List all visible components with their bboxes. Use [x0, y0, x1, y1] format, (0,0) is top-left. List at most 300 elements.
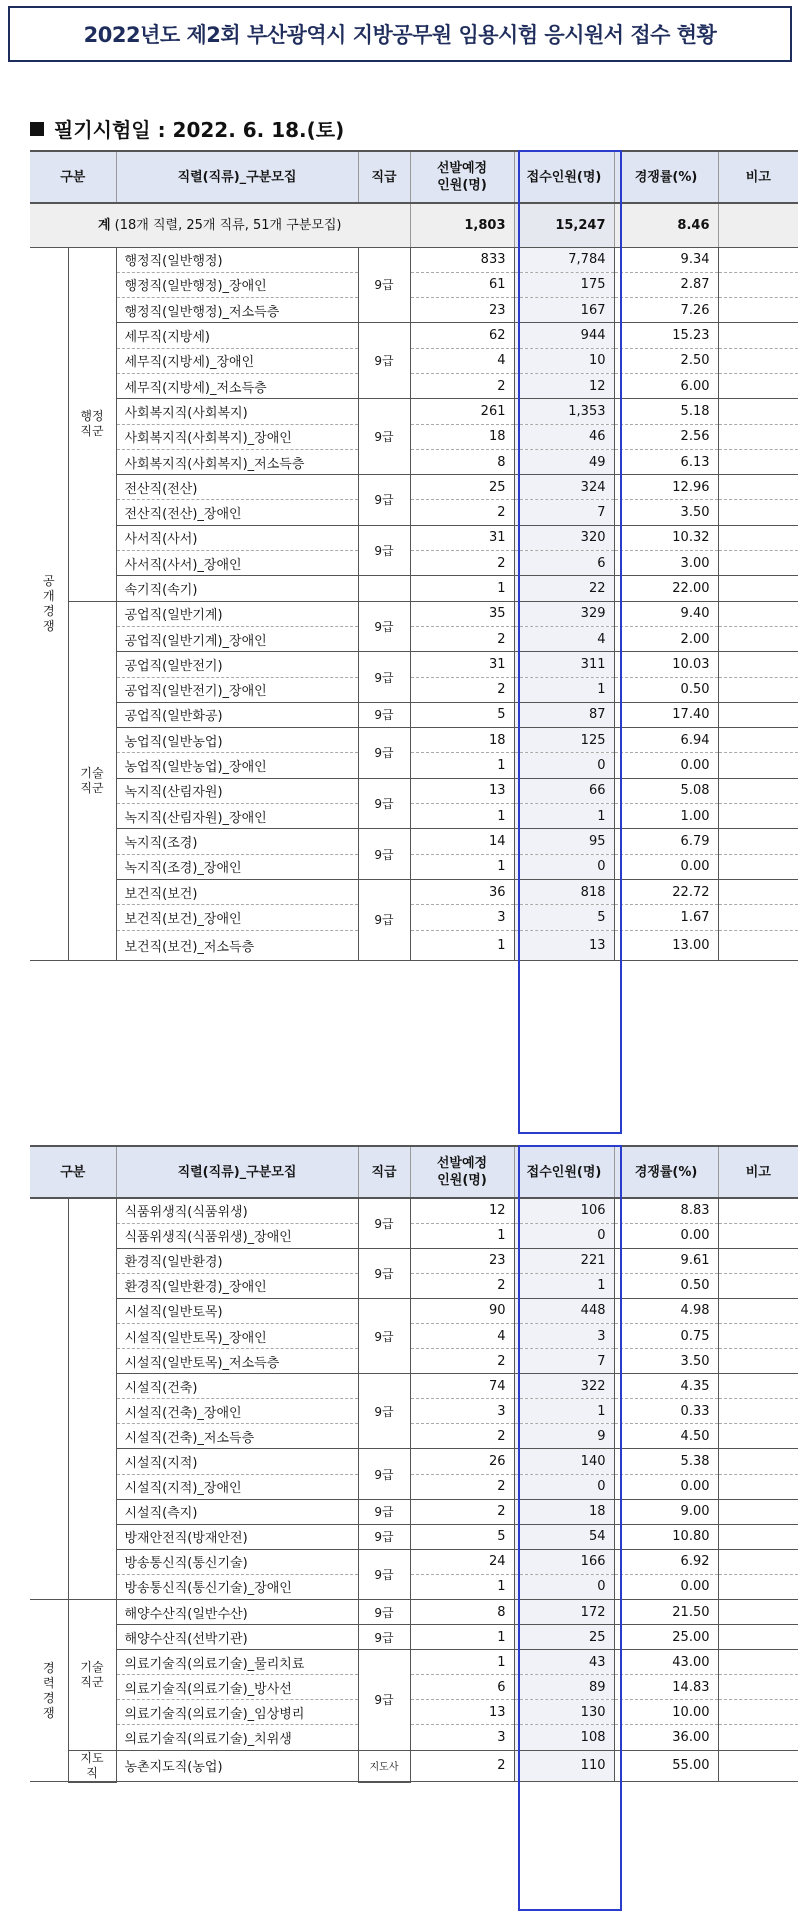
ratio-cell: 10.00	[614, 1700, 718, 1725]
table-row	[30, 500, 798, 525]
header-quota-line1: 선발예정	[436, 161, 488, 176]
position-name: 행정직(일반행정)	[116, 247, 358, 272]
ratio-cell: 3.50	[614, 1349, 718, 1374]
applicants-cell: 311	[514, 652, 614, 677]
grade-cell: 지도사	[358, 1750, 410, 1782]
applicants-cell: 1	[514, 1399, 614, 1424]
position-name: 녹지직(산림자원)_장애인	[116, 804, 358, 829]
grade-cell: 9급	[358, 1449, 410, 1499]
position-name: 공업직(일반기계)_장애인	[116, 626, 358, 651]
ratio-cell: 10.32	[614, 525, 718, 550]
grade-cell: 9급	[358, 1198, 410, 1248]
note-cell	[718, 1374, 798, 1399]
header-applicants: 접수인원(명)	[514, 151, 614, 203]
quota-cell: 1	[410, 1574, 514, 1599]
total-note	[718, 203, 798, 247]
applicants-cell: 0	[514, 1574, 614, 1599]
ratio-cell: 14.83	[614, 1675, 718, 1700]
grade-cell: 9급	[358, 1524, 410, 1549]
position-name: 세무직(지방세)	[116, 323, 358, 348]
quota-cell: 6	[410, 1675, 514, 1700]
position-name: 시설직(지적)	[116, 1449, 358, 1474]
ratio-cell: 1.00	[614, 804, 718, 829]
position-name: 녹지직(조경)	[116, 829, 358, 854]
position-name: 방송통신직(통신기술)_장애인	[116, 1574, 358, 1599]
ratio-cell: 2.56	[614, 424, 718, 449]
applicants-cell: 1	[514, 677, 614, 702]
note-cell	[718, 728, 798, 753]
position-name: 시설직(일반토목)_저소득층	[116, 1349, 358, 1374]
note-cell	[718, 1549, 798, 1574]
table-row	[30, 728, 798, 753]
group-label: 경력 경쟁	[30, 1600, 68, 1782]
grade-cell: 9급	[358, 525, 410, 576]
quota-cell: 1	[410, 753, 514, 778]
note-cell	[718, 399, 798, 424]
quota-cell: 8	[410, 449, 514, 474]
note-cell	[718, 373, 798, 398]
note-cell	[718, 930, 798, 960]
table-row	[30, 626, 798, 651]
table-row	[30, 323, 798, 348]
ratio-cell: 5.38	[614, 1449, 718, 1474]
position-name: 해양수산직(일반수산)	[116, 1600, 358, 1625]
note-cell	[718, 272, 798, 297]
total-label-rest: (18개 직렬, 25개 직류, 51개 구분모집)	[114, 217, 342, 233]
table-row	[30, 753, 798, 778]
applicants-cell: 944	[514, 323, 614, 348]
table-1-body	[30, 247, 798, 960]
table-row	[30, 1323, 798, 1348]
table-row	[30, 1650, 798, 1675]
position-name: 시설직(지적)_장애인	[116, 1474, 358, 1499]
square-bullet-icon	[30, 122, 44, 136]
ratio-cell: 6.13	[614, 449, 718, 474]
ratio-cell: 6.00	[614, 373, 718, 398]
quota-cell: 74	[410, 1374, 514, 1399]
header-note: 비고	[718, 151, 798, 203]
ratio-cell: 25.00	[614, 1625, 718, 1650]
table-1-header	[30, 151, 798, 247]
table-row	[30, 677, 798, 702]
position-name: 행정직(일반행정)_장애인	[116, 272, 358, 297]
note-cell	[718, 1273, 798, 1298]
note-cell	[718, 424, 798, 449]
position-name: 시설직(측지)	[116, 1499, 358, 1524]
position-name: 사회복지직(사회복지)	[116, 399, 358, 424]
total-label-bold: 계	[97, 217, 111, 233]
total-quota: 1,803	[410, 203, 514, 247]
grade-cell: 9급	[358, 1499, 410, 1524]
table-row	[30, 829, 798, 854]
quota-cell: 2	[410, 1424, 514, 1449]
applications-table-2	[30, 1145, 798, 1783]
note-cell	[718, 1198, 798, 1223]
applicants-cell: 4	[514, 626, 614, 651]
note-cell	[718, 702, 798, 727]
header-category: 구분	[30, 151, 116, 203]
table-row	[30, 247, 798, 272]
table-row	[30, 1273, 798, 1298]
table-row	[30, 1600, 798, 1625]
applicants-cell: 7	[514, 1349, 614, 1374]
quota-cell: 23	[410, 1248, 514, 1273]
subgroup-label: 행정 직군	[68, 247, 116, 601]
position-name: 행정직(일반행정)_저소득층	[116, 298, 358, 323]
header-ratio: 경쟁률(%)	[614, 151, 718, 203]
ratio-cell: 8.83	[614, 1198, 718, 1223]
note-cell	[718, 348, 798, 373]
table-row	[30, 1474, 798, 1499]
ratio-cell: 0.00	[614, 854, 718, 879]
quota-cell: 833	[410, 247, 514, 272]
position-name: 세무직(지방세)_장애인	[116, 348, 358, 373]
note-cell	[718, 1223, 798, 1248]
note-cell	[718, 829, 798, 854]
applicants-cell: 25	[514, 1625, 614, 1650]
applicants-cell: 66	[514, 778, 614, 803]
position-name: 시설직(일반토목)_장애인	[116, 1323, 358, 1348]
applicants-cell: 54	[514, 1524, 614, 1549]
position-name: 세무직(지방세)_저소득층	[116, 373, 358, 398]
table-row	[30, 930, 798, 960]
total-label	[30, 203, 410, 247]
position-name: 농업직(일반농업)	[116, 728, 358, 753]
grade-cell: 9급	[358, 1625, 410, 1650]
note-cell	[718, 1524, 798, 1549]
note-cell	[718, 1323, 798, 1348]
quota-cell: 2	[410, 1474, 514, 1499]
note-cell	[718, 753, 798, 778]
applicants-cell: 125	[514, 728, 614, 753]
ratio-cell: 5.08	[614, 778, 718, 803]
ratio-cell: 22.72	[614, 879, 718, 904]
quota-cell: 23	[410, 298, 514, 323]
quota-cell: 2	[410, 1273, 514, 1298]
position-name: 의료기술직(의료기술)_물리치료	[116, 1650, 358, 1675]
quota-cell: 26	[410, 1449, 514, 1474]
grade-cell: 9급	[358, 475, 410, 526]
applicants-cell: 43	[514, 1650, 614, 1675]
quota-cell: 5	[410, 702, 514, 727]
grade-cell: 9급	[358, 1248, 410, 1298]
note-cell	[718, 475, 798, 500]
position-name: 의료기술직(의료기술)_치위생	[116, 1725, 358, 1750]
applicants-cell: 110	[514, 1750, 614, 1782]
applicants-cell: 0	[514, 1223, 614, 1248]
applicants-cell: 324	[514, 475, 614, 500]
applicants-cell: 3	[514, 1323, 614, 1348]
quota-cell: 1	[410, 1650, 514, 1675]
grade-cell: 9급	[358, 1374, 410, 1449]
ratio-cell: 36.00	[614, 1725, 718, 1750]
applicants-cell: 448	[514, 1298, 614, 1323]
ratio-cell: 0.75	[614, 1323, 718, 1348]
table-row	[30, 804, 798, 829]
quota-cell: 2	[410, 1349, 514, 1374]
note-cell	[718, 1474, 798, 1499]
position-name: 공업직(일반기계)	[116, 601, 358, 626]
note-cell	[718, 1424, 798, 1449]
quota-cell: 1	[410, 854, 514, 879]
grade-cell: 9급	[358, 1600, 410, 1625]
table-row	[30, 576, 798, 601]
note-cell	[718, 1449, 798, 1474]
ratio-cell: 0.00	[614, 1574, 718, 1599]
position-name: 시설직(건축)_장애인	[116, 1399, 358, 1424]
applicants-cell: 106	[514, 1198, 614, 1223]
grade-cell: 9급	[358, 1650, 410, 1750]
applicants-cell: 818	[514, 879, 614, 904]
quota-cell: 24	[410, 1549, 514, 1574]
applicants-cell: 1	[514, 1273, 614, 1298]
applicants-cell: 167	[514, 298, 614, 323]
quota-cell: 1	[410, 576, 514, 601]
applicants-cell: 1	[514, 804, 614, 829]
note-cell	[718, 652, 798, 677]
position-name: 환경직(일반환경)	[116, 1248, 358, 1273]
applicants-cell: 5	[514, 905, 614, 930]
applicants-cell: 140	[514, 1449, 614, 1474]
quota-cell: 18	[410, 728, 514, 753]
header-note: 비고	[718, 1146, 798, 1198]
position-name: 공업직(일반전기)	[116, 652, 358, 677]
note-cell	[718, 323, 798, 348]
quota-cell: 18	[410, 424, 514, 449]
ratio-cell: 4.98	[614, 1298, 718, 1323]
note-cell	[718, 1650, 798, 1675]
note-cell	[718, 576, 798, 601]
note-cell	[718, 1625, 798, 1650]
quota-cell: 2	[410, 373, 514, 398]
position-name: 방송통신직(통신기술)	[116, 1549, 358, 1574]
quota-cell: 13	[410, 778, 514, 803]
ratio-cell: 13.00	[614, 930, 718, 960]
note-cell	[718, 1725, 798, 1750]
ratio-cell: 7.26	[614, 298, 718, 323]
position-name: 사서직(사서)	[116, 525, 358, 550]
table-row	[30, 905, 798, 930]
applicants-cell: 130	[514, 1700, 614, 1725]
position-name: 보건직(보건)_저소득층	[116, 930, 358, 960]
header-quota	[410, 151, 514, 203]
header-ratio: 경쟁률(%)	[614, 1146, 718, 1198]
note-cell	[718, 1399, 798, 1424]
position-name: 농업직(일반농업)_장애인	[116, 753, 358, 778]
page-title: 2022년도 제2회 부산광역시 지방공무원 임용시험 응시원서 접수 현황	[83, 23, 717, 47]
quota-cell: 36	[410, 879, 514, 904]
table-row	[30, 1625, 798, 1650]
ratio-cell: 10.80	[614, 1524, 718, 1549]
header-quota-line1: 선발예정	[436, 1156, 488, 1171]
grade-cell: 9급	[358, 601, 410, 652]
quota-cell: 2	[410, 1750, 514, 1782]
note-cell	[718, 500, 798, 525]
note-cell	[718, 1700, 798, 1725]
table-2-body	[30, 1198, 798, 1782]
quota-cell: 25	[410, 475, 514, 500]
position-name: 식품위생직(식품위생)_장애인	[116, 1223, 358, 1248]
table-row	[30, 702, 798, 727]
ratio-cell: 3.50	[614, 500, 718, 525]
quota-cell: 12	[410, 1198, 514, 1223]
table-row	[30, 1725, 798, 1750]
ratio-cell: 0.33	[614, 1399, 718, 1424]
note-cell	[718, 1499, 798, 1524]
note-cell	[718, 1298, 798, 1323]
table-row	[30, 1298, 798, 1323]
table-row	[30, 424, 798, 449]
header-grade: 직급	[358, 1146, 410, 1198]
header-position: 직렬(직류)_구분모집	[116, 1146, 358, 1198]
grade-cell: 9급	[358, 652, 410, 703]
total-row	[30, 203, 798, 247]
ratio-cell: 12.96	[614, 475, 718, 500]
grade-cell: 9급	[358, 702, 410, 727]
position-name: 속기직(속기)	[116, 576, 358, 601]
position-name: 공업직(일반전기)_장애인	[116, 677, 358, 702]
position-name: 방재안전직(방재안전)	[116, 1524, 358, 1549]
ratio-cell: 1.67	[614, 905, 718, 930]
quota-cell: 2	[410, 677, 514, 702]
quota-cell: 5	[410, 1524, 514, 1549]
position-name: 시설직(건축)_저소득층	[116, 1424, 358, 1449]
ratio-cell: 9.61	[614, 1248, 718, 1273]
grade-cell: 9급	[358, 1549, 410, 1599]
table-row	[30, 475, 798, 500]
note-cell	[718, 1349, 798, 1374]
quota-cell: 2	[410, 500, 514, 525]
position-name: 전산직(전산)_장애인	[116, 500, 358, 525]
total-applicants: 15,247	[514, 203, 614, 247]
table-row	[30, 1349, 798, 1374]
grade-cell	[358, 576, 410, 601]
position-name: 의료기술직(의료기술)_방사선	[116, 1675, 358, 1700]
note-cell	[718, 525, 798, 550]
table-row	[30, 272, 798, 297]
note-cell	[718, 601, 798, 626]
ratio-cell: 2.50	[614, 348, 718, 373]
position-name: 보건직(보건)_장애인	[116, 905, 358, 930]
applicants-cell: 12	[514, 373, 614, 398]
applicants-cell: 108	[514, 1725, 614, 1750]
ratio-cell: 0.50	[614, 1273, 718, 1298]
grade-cell: 9급	[358, 399, 410, 475]
table-row	[30, 1549, 798, 1574]
ratio-cell: 21.50	[614, 1600, 718, 1625]
table-row	[30, 1675, 798, 1700]
applicants-cell: 22	[514, 576, 614, 601]
note-cell	[718, 551, 798, 576]
table-row	[30, 1524, 798, 1549]
applicants-cell: 46	[514, 424, 614, 449]
position-name: 사회복지직(사회복지)_장애인	[116, 424, 358, 449]
note-cell	[718, 1600, 798, 1625]
applicants-cell: 95	[514, 829, 614, 854]
table-row	[30, 1424, 798, 1449]
applicants-cell: 0	[514, 1474, 614, 1499]
quota-cell: 2	[410, 1499, 514, 1524]
quota-cell: 13	[410, 1700, 514, 1725]
quota-cell: 1	[410, 930, 514, 960]
applicants-cell: 1,353	[514, 399, 614, 424]
header-quota-line2: 인원(명)	[437, 1173, 487, 1188]
position-name: 의료기술직(의료기술)_임상병리	[116, 1700, 358, 1725]
grade-cell: 9급	[358, 1298, 410, 1373]
applicants-cell: 322	[514, 1374, 614, 1399]
table-row	[30, 1700, 798, 1725]
table-2-header	[30, 1146, 798, 1198]
ratio-cell: 0.00	[614, 1474, 718, 1499]
subgroup-label: 기술 직군	[68, 1600, 116, 1751]
quota-cell: 2	[410, 626, 514, 651]
table-row	[30, 854, 798, 879]
quota-cell: 14	[410, 829, 514, 854]
table-row	[30, 1248, 798, 1273]
header-applicants: 접수인원(명)	[514, 1146, 614, 1198]
position-name: 공업직(일반화공)	[116, 702, 358, 727]
header-position: 직렬(직류)_구분모집	[116, 151, 358, 203]
applicants-cell: 221	[514, 1248, 614, 1273]
table-row	[30, 551, 798, 576]
applicants-cell: 329	[514, 601, 614, 626]
grade-cell: 9급	[358, 728, 410, 779]
table-row	[30, 373, 798, 398]
header-quota-line2: 인원(명)	[437, 178, 487, 193]
table-row	[30, 399, 798, 424]
note-cell	[718, 778, 798, 803]
quota-cell: 90	[410, 1298, 514, 1323]
note-cell	[718, 804, 798, 829]
quota-cell: 1	[410, 804, 514, 829]
note-cell	[718, 1248, 798, 1273]
note-cell	[718, 1750, 798, 1782]
table-row	[30, 1198, 798, 1223]
position-name: 시설직(건축)	[116, 1374, 358, 1399]
note-cell	[718, 677, 798, 702]
note-cell	[718, 1675, 798, 1700]
table-row	[30, 778, 798, 803]
ratio-cell: 17.40	[614, 702, 718, 727]
ratio-cell: 0.00	[614, 753, 718, 778]
applicants-cell: 172	[514, 1600, 614, 1625]
applicants-cell: 320	[514, 525, 614, 550]
quota-cell: 4	[410, 1323, 514, 1348]
applicants-cell: 9	[514, 1424, 614, 1449]
table-row	[30, 348, 798, 373]
note-cell	[718, 905, 798, 930]
note-cell	[718, 854, 798, 879]
position-name: 사서직(사서)_장애인	[116, 551, 358, 576]
table-row	[30, 879, 798, 904]
applicants-cell: 0	[514, 753, 614, 778]
applications-table-1	[30, 150, 798, 961]
quota-cell: 8	[410, 1600, 514, 1625]
ratio-cell: 4.35	[614, 1374, 718, 1399]
quota-cell: 35	[410, 601, 514, 626]
table-row	[30, 1574, 798, 1599]
applicants-cell: 13	[514, 930, 614, 960]
applicants-cell: 49	[514, 449, 614, 474]
header-grade: 직급	[358, 151, 410, 203]
note-cell	[718, 449, 798, 474]
applicants-cell: 0	[514, 854, 614, 879]
table-row	[30, 1399, 798, 1424]
group-label: 공개 경쟁	[30, 247, 68, 960]
applicants-cell: 6	[514, 551, 614, 576]
note-cell	[718, 879, 798, 904]
ratio-cell: 3.00	[614, 551, 718, 576]
